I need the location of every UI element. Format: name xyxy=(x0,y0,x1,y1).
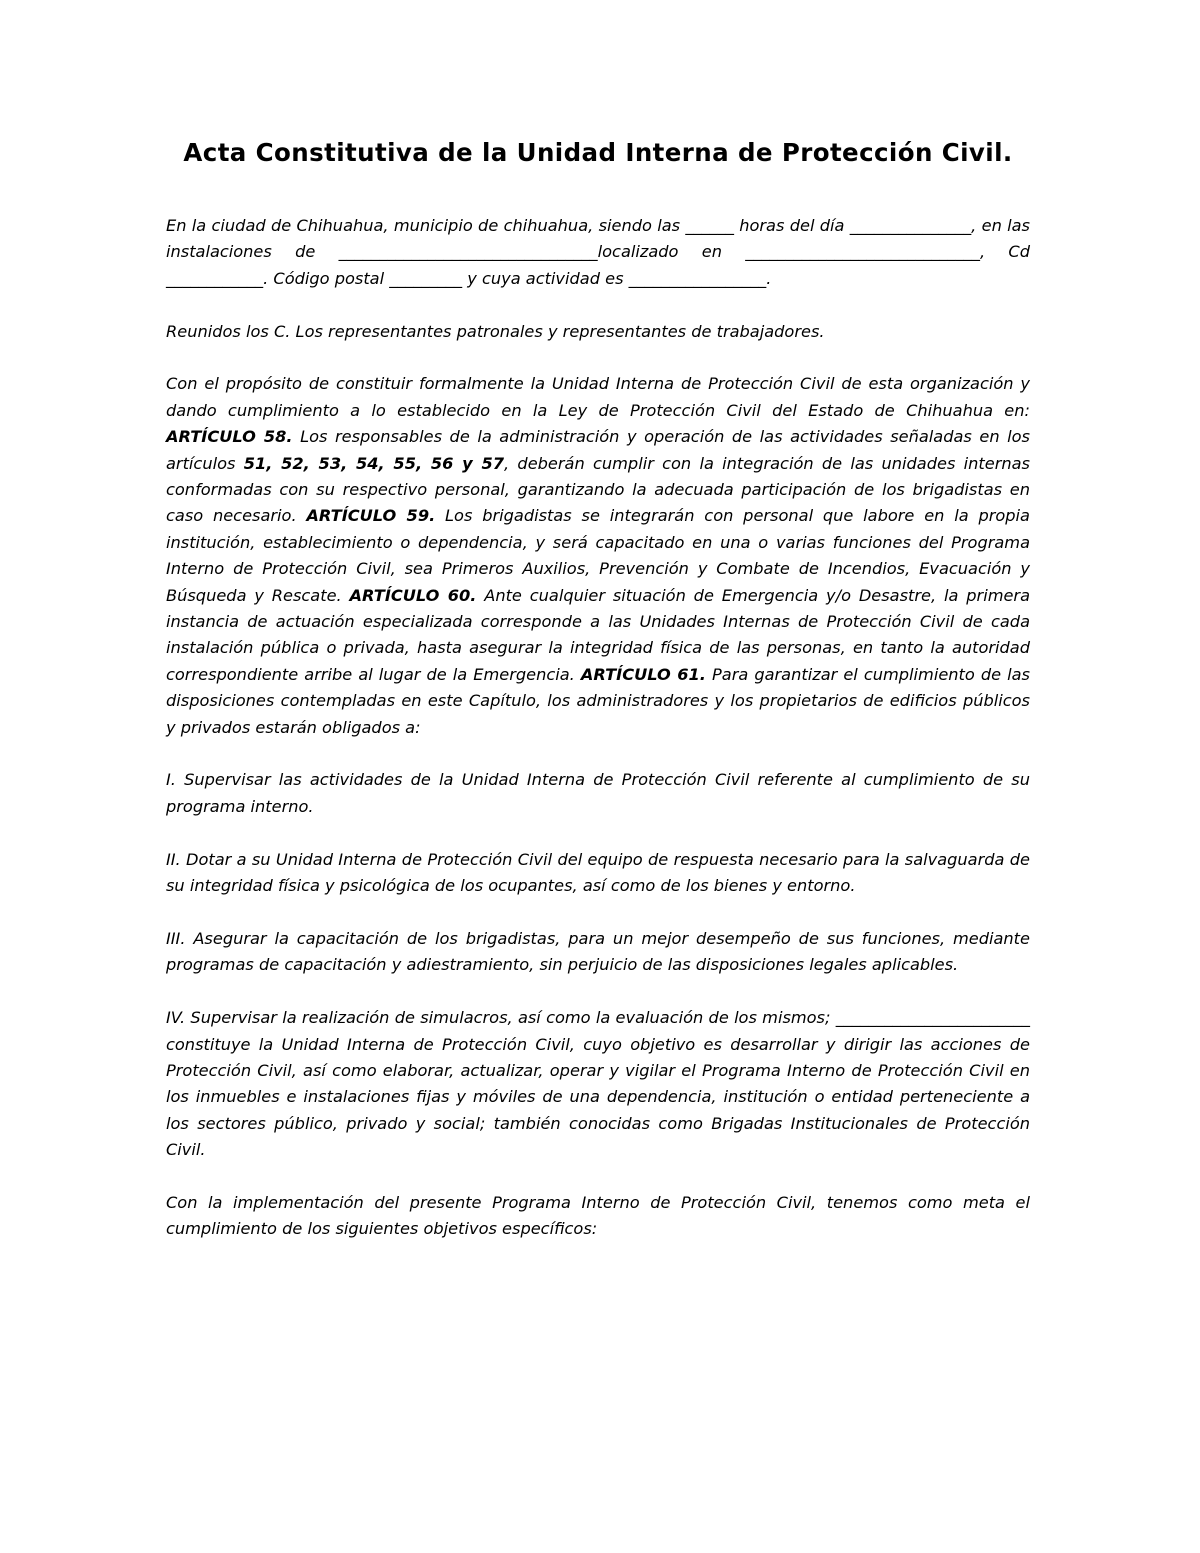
intro-text-8: . xyxy=(766,268,772,288)
proposito-text-5: Ante cualquier situación de Emergencia y/o Desastre, la primera instancia de actuación especializada corresponde a las Unidades Internas de Protección Civil de cada instalación pública o privada, hasta asegurar la integridad física de las personas, en tanto la autoridad correspondiente arribe al lugar de la Emergencia. xyxy=(166,585,1030,684)
proposito-text-4: Los brigadistas se integrarán con personal que labore en la propia institución, establecimiento o dependencia, y será capacitado en una o varias funciones del Programa Interno de Protección Civil, sea Primeros Auxilios, Prevención y Combate de Incendios, Evacuación y Búsqueda y Rescate. xyxy=(166,506,1030,605)
intro-text-4: localizado en xyxy=(597,242,746,262)
proposito-text-3: , deberán cumplir con la integración de las unidades internas conformadas con su respectivo personal, garantizando la adecuada participación de los brigadistas en caso necesario. xyxy=(166,453,1030,526)
intro-text-2: horas del día xyxy=(733,216,850,235)
item-ii-paragraph: II. Dotar a su Unidad Interna de Protección Civil del equipo de respuesta necesario para la salvaguarda de su integridad física y psicológica de los ocupantes, así como de los bienes y entorno. xyxy=(166,849,1030,896)
intro-text-5: , Cd xyxy=(979,242,1030,262)
articulo-61-label: ARTÍCULO 61. xyxy=(580,664,706,684)
blank-facility: ________________________________ xyxy=(338,242,598,262)
item-i-paragraph: I. Supervisar las actividades de la Unidad Interna de Protección Civil referente al cumplimiento de su programa interno. xyxy=(166,770,1030,816)
articulos-list: 51, 52, 53, 54, 55, 56 y 57 xyxy=(243,453,504,473)
item-iv-text-2: constituye la Unidad Interna de Protección Civil, cuyo objetivo es desarrollar y dirigir las acciones de Protección Civil, así como elaborar, actualizar, operar y vigilar el Programa Interno de Protección Civil en los inmuebles e instalaciones fijas y móviles de una dependencia, institución o entidad perteneciente a los sectores público, privado y social; también conocidas como Brigadas Institucionales de Protección Civil. xyxy=(166,1034,1030,1160)
proposito-text-6: Para garantizar el cumplimiento de las disposiciones contempladas en este Capítulo, los administradores y los propietarios de edificios públicos y privados estarán obligados a: xyxy=(166,664,1030,737)
blank-postal-code: _________ xyxy=(389,268,463,288)
item-iv-paragraph xyxy=(166,1005,1030,1163)
articulo-60-label: ARTÍCULO 60. xyxy=(349,585,477,605)
blank-location: _____________________________ xyxy=(745,242,980,262)
closing-paragraph: Con la implementación del presente Programa Interno de Protección Civil, tenemos como meta el cumplimiento de los siguientes objetivos específicos: xyxy=(166,1192,1030,1239)
articulo-58-label: ARTÍCULO 58. xyxy=(166,427,293,447)
blank-city: ____________ xyxy=(166,268,264,288)
intro-text-6: . Código postal xyxy=(263,268,390,288)
blank-day: _______________ xyxy=(849,216,972,235)
blank-unit-name: ________________________ xyxy=(835,1008,1030,1028)
articulo-59-label: ARTÍCULO 59. xyxy=(306,506,436,526)
blank-hour: ______ xyxy=(685,216,734,235)
proposito-text-2: Los responsables de la administración y operación de las actividades señaladas en los artículos xyxy=(166,427,1030,473)
item-iv-text-1: IV. Supervisar la realización de simulacros, así como la evaluación de los mismos; xyxy=(166,1008,836,1028)
intro-text-1: En la ciudad de Chihuahua, municipio de chihuahua, siendo las xyxy=(166,216,686,235)
reunidos-paragraph: Reunidos los C. Los representantes patronales y representantes de trabajadores. xyxy=(166,321,825,341)
proposito-paragraph xyxy=(166,371,1030,741)
proposito-text-1: Con el propósito de constituir formalmente la Unidad Interna de Protección Civil de esta organización y dando cumplimiento a lo establecido en la Ley de Protección Civil del Estado de Chihuahua en: xyxy=(166,374,1030,420)
intro-text-3: , en las instalaciones de xyxy=(166,216,1030,262)
item-iii-paragraph: III. Asegurar la capacitación de los brigadistas, para un mejor desempeño de sus funciones, mediante programas de capacitación y adiestramiento, sin perjuicio de las disposiciones legales aplicables. xyxy=(166,928,1030,975)
document-title: Acta Constitutiva de la Unidad Interna de Protección Civil. xyxy=(183,138,1013,167)
blank-activity: _________________ xyxy=(628,268,767,288)
intro-paragraph xyxy=(166,213,1030,292)
intro-text-7: y cuya actividad es xyxy=(462,268,629,288)
